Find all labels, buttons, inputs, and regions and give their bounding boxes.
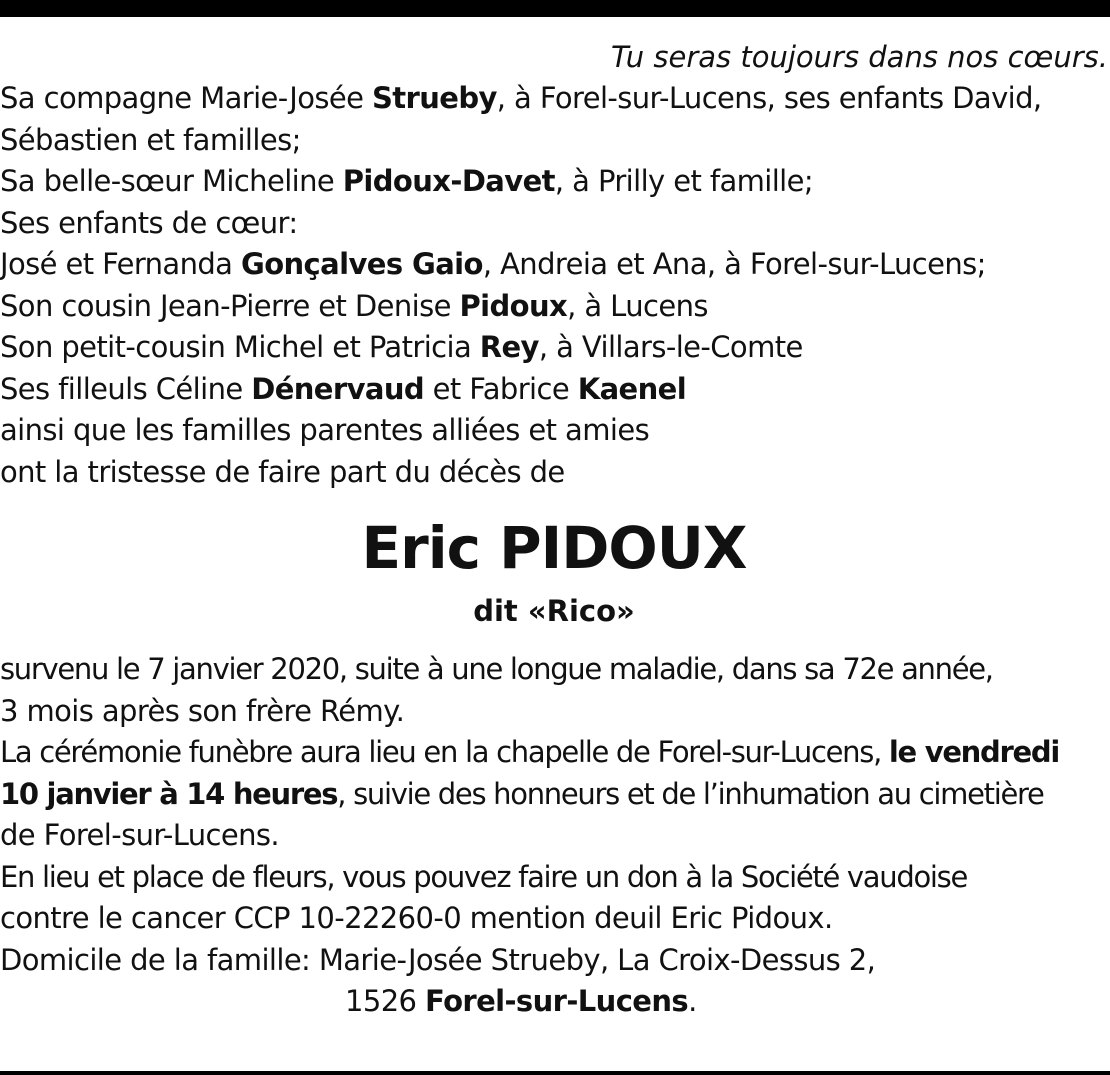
family-line: Ses enfants de cœur: xyxy=(0,205,298,240)
top-rule xyxy=(0,0,1110,17)
family-line: Sébastien et familles; xyxy=(0,122,301,157)
family-list xyxy=(0,78,1108,493)
details xyxy=(0,649,1108,1023)
detail-line: La cérémonie funèbre aura lieu en la chapelle de Forel-sur-Lucens, le vendredi xyxy=(0,735,1059,769)
detail-line: de Forel-sur-Lucens. xyxy=(0,818,280,852)
detail-line: 10 janvier à 14 heures, suivie des honneurs et de l’inhumation au cimetière xyxy=(0,776,1044,811)
family-line: ainsi que les familles parentes alliées et amies xyxy=(0,413,650,447)
address-line: 1526 Forel-sur-Lucens. xyxy=(345,984,697,1018)
family-line: ont la tristesse de faire part du décès de xyxy=(0,454,565,489)
detail-line: contre le cancer CCP 10-22260-0 mention deuil Eric Pidoux. xyxy=(0,901,833,935)
family-line: José et Fernanda Gonçalves Gaio, Andreia et Ana, à Forel-sur-Lucens; xyxy=(0,247,986,281)
detail-line: 3 mois après son frère Rémy. xyxy=(0,693,405,728)
obituary-notice xyxy=(0,36,1108,1023)
nickname: dit «Rico» xyxy=(473,594,635,628)
detail-line: En lieu et place de fleurs, vous pouvez faire un don à la Société vaudoise xyxy=(0,859,968,894)
family-line: Sa belle-sœur Micheline Pidoux-Davet, à Prilly et famille; xyxy=(0,164,814,198)
family-line: Sa compagne Marie-Josée Strueby, à Forel-sur-Lucens, ses enfants David, xyxy=(0,81,1042,115)
family-line: Son cousin Jean-Pierre et Denise Pidoux, à Lucens xyxy=(0,288,708,323)
motto: Tu seras toujours dans nos cœurs. xyxy=(610,40,1108,74)
detail-line: Domicile de la famille: Marie-Josée Strueby, La Croix-Dessus 2, xyxy=(0,942,876,977)
detail-line: survenu le 7 janvier 2020, suite à une longue maladie, dans sa 72e année, xyxy=(0,652,993,686)
bottom-rule xyxy=(0,1071,1110,1075)
family-line: Son petit-cousin Michel et Patricia Rey, à Villars-le-Comte xyxy=(0,330,803,364)
deceased-name: Eric PIDOUX xyxy=(361,514,747,582)
family-line: Ses filleuls Céline Dénervaud et Fabrice Kaenel xyxy=(0,371,687,406)
